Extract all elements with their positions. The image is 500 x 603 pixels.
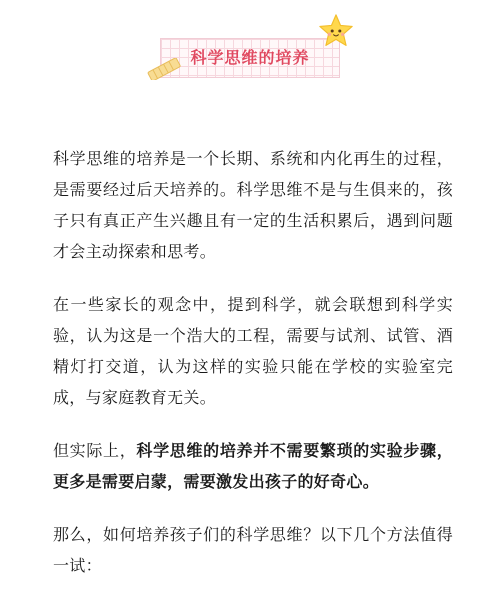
paragraph-3 [53,435,453,497]
paragraph-2: 在一些家长的观念中，提到科学，就会联想到科学实验，认为这是一个浩大的工程，需要与试剂、试管、酒精灯打交道，认为这样的实验只能在学校的实验室完成，与家庭教育无关。 [53,295,453,407]
star-icon [317,12,355,50]
paragraph-3-prefix: 但实际上， [53,441,137,460]
header [0,0,500,110]
paragraph-4: 那么，如何培养孩子们的科学思维？以下几个方法值得一试： [53,525,453,575]
paragraph-3-emphasis: 科学思维的培养并不需要繁琐的实验步骤，更多是需要启蒙，需要激发出孩子的好奇心。 [53,441,453,491]
page-title: 科学思维的培养 [190,48,310,67]
article-body [53,143,453,603]
paragraph-1: 科学思维的培养是一个长期、系统和内化再生的过程，是需要经过后天培养的。科学思维不是与生俱来的，孩子只有真正产生兴趣且有一定的生活积累后，遇到问题才会主动探索和思考。 [53,149,453,261]
